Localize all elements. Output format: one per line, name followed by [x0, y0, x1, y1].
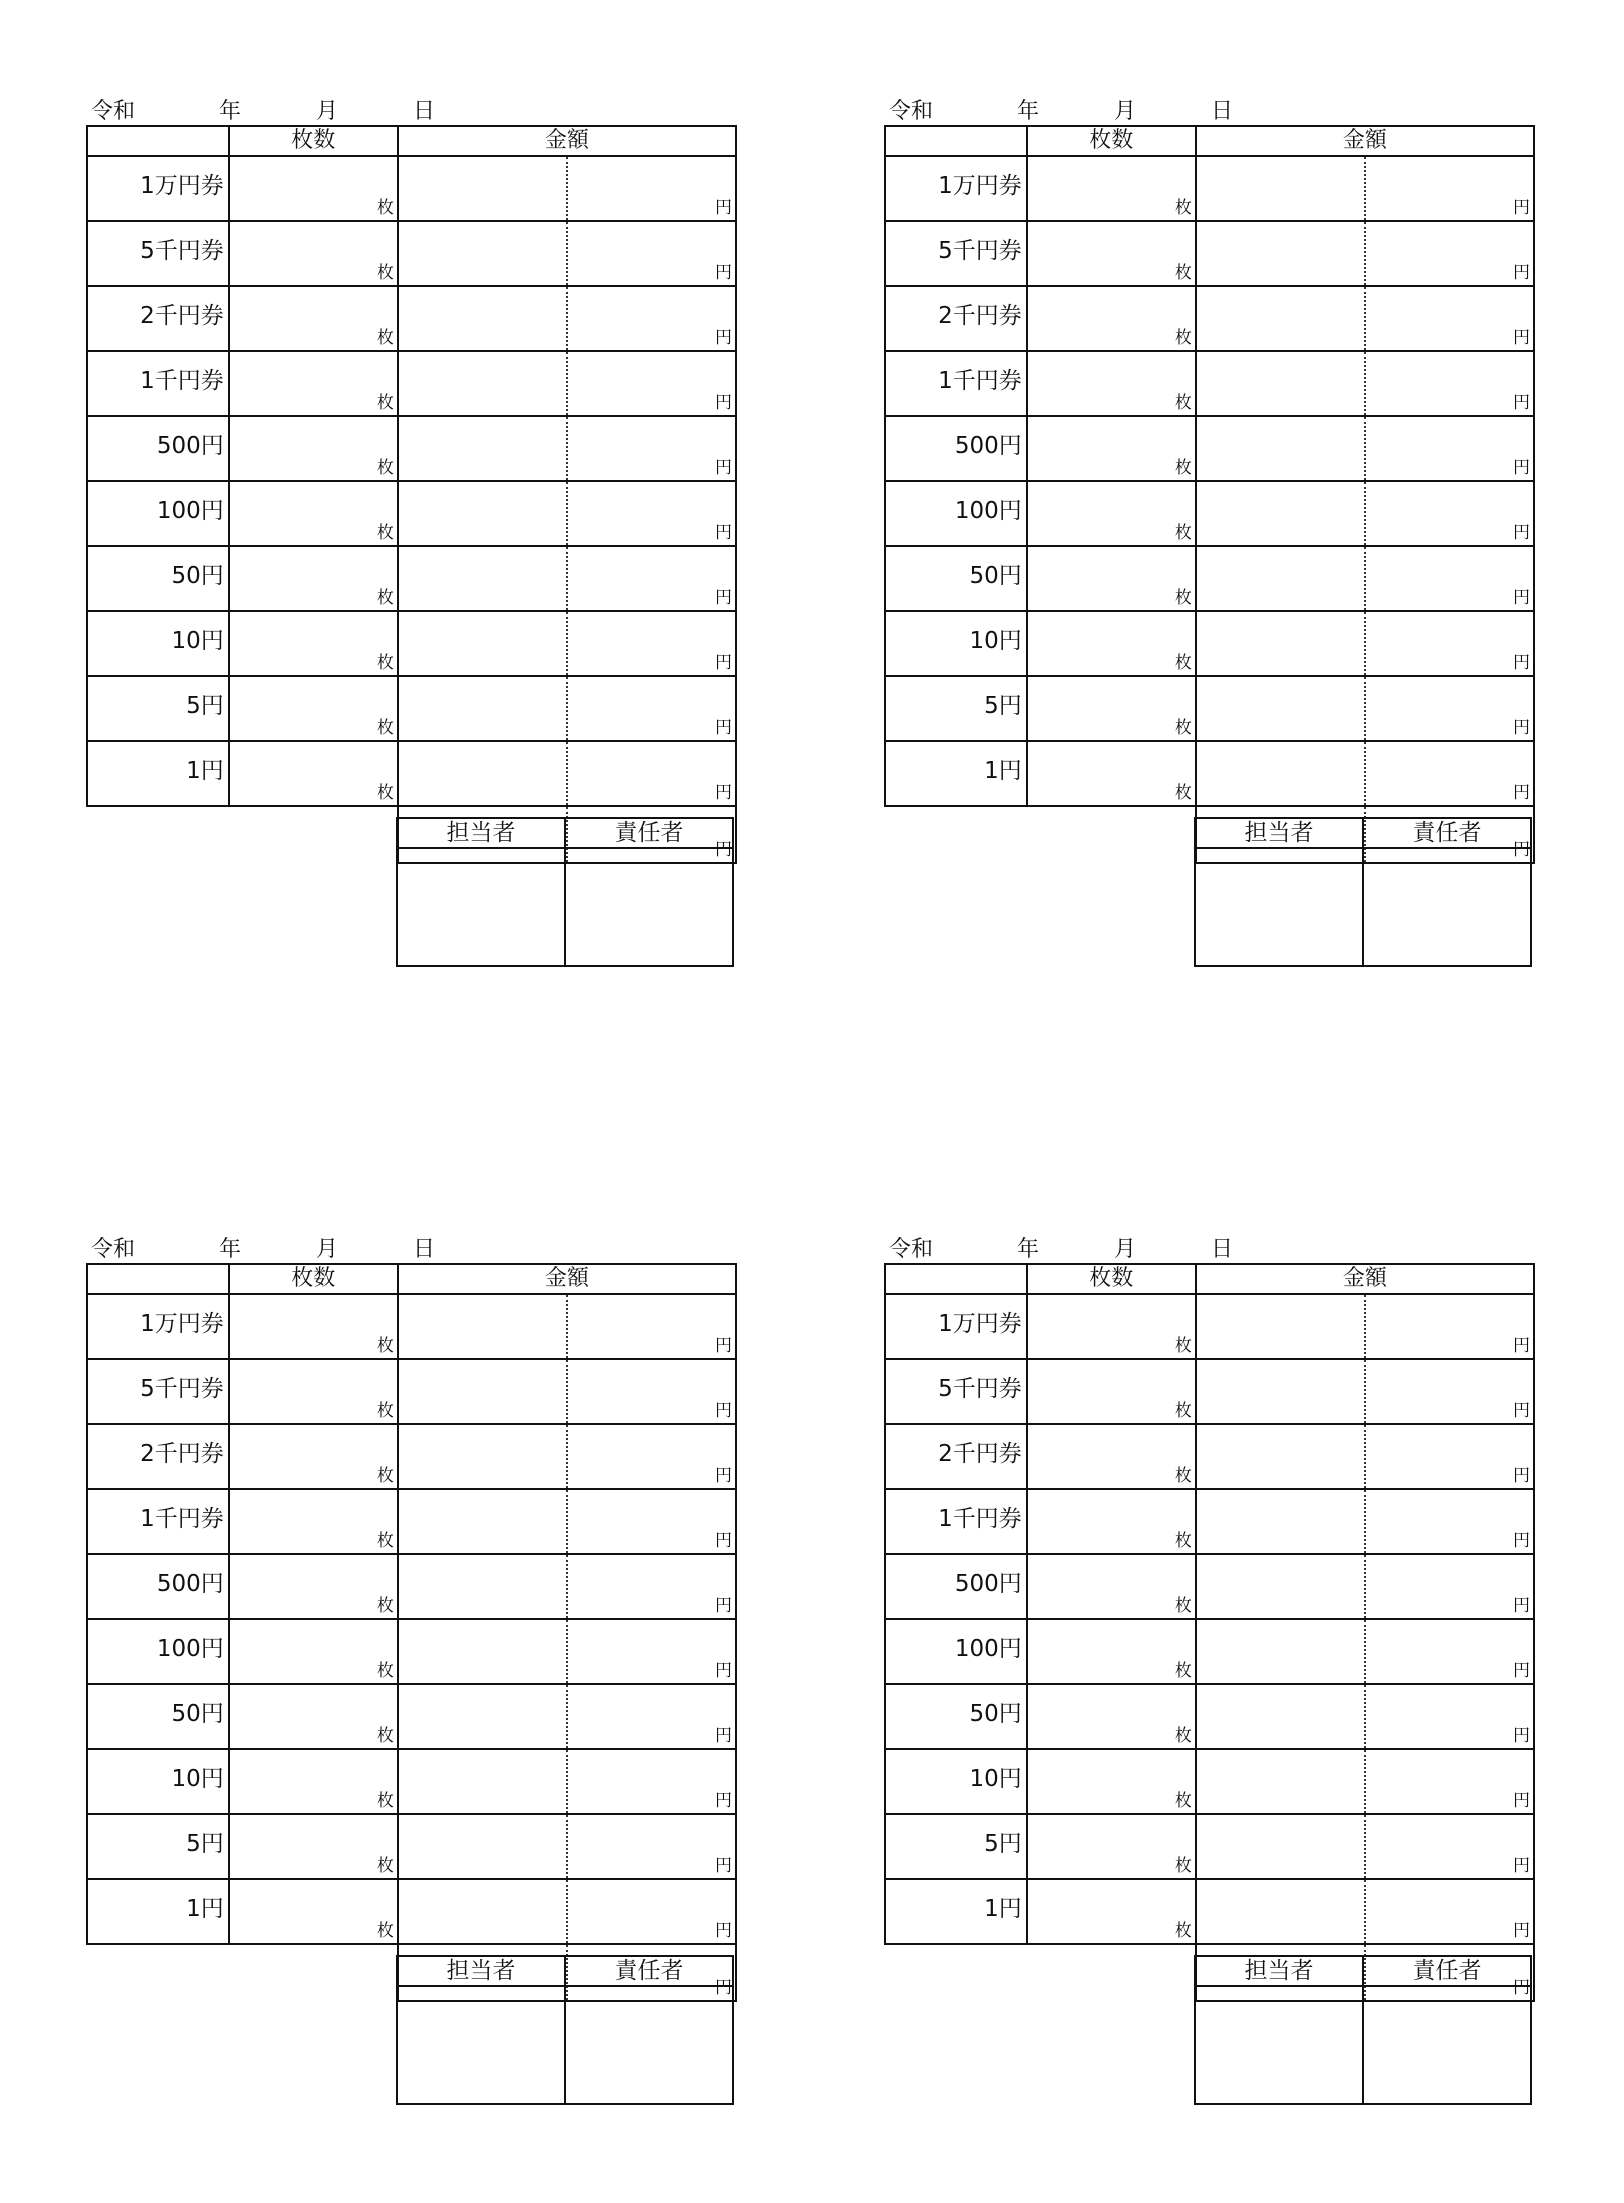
amount-cell-right[interactable]: 円	[567, 741, 736, 806]
amount-cell-right[interactable]: 円	[567, 416, 736, 481]
amount-cell-left[interactable]	[1196, 1359, 1365, 1424]
amount-cell-left[interactable]	[398, 351, 567, 416]
denomination-row	[87, 1294, 736, 1359]
amount-cell-left[interactable]	[398, 1424, 567, 1489]
denomination-row	[885, 1879, 1534, 1944]
denomination-label: 1千円券	[87, 351, 229, 416]
count-cell[interactable]: 枚	[229, 416, 398, 481]
denomination-label: 5千円券	[87, 221, 229, 286]
staff-label: 担当者	[1195, 818, 1363, 848]
denomination-row	[885, 676, 1534, 741]
denomination-row	[885, 1749, 1534, 1814]
count-cell[interactable]: 枚	[229, 1359, 398, 1424]
denomination-label: 2千円券	[87, 1424, 229, 1489]
denomination-row	[885, 1554, 1534, 1619]
manager-label: 責任者	[565, 818, 733, 848]
denomination-row	[87, 1554, 736, 1619]
amount-cell-left[interactable]	[1196, 286, 1365, 351]
denomination-row	[87, 546, 736, 611]
count-cell[interactable]: 枚	[229, 1294, 398, 1359]
amount-cell-left[interactable]	[398, 546, 567, 611]
total-amount-right[interactable]: 円	[567, 806, 736, 863]
amount-cell-right[interactable]: 円	[567, 286, 736, 351]
amount-cell-right[interactable]: 円	[1365, 611, 1534, 676]
amount-cell-left[interactable]	[1196, 1294, 1365, 1359]
total-blank	[885, 1944, 1027, 2001]
denomination-row	[885, 1424, 1534, 1489]
denomination-label: 2千円券	[87, 286, 229, 351]
denomination-label: 50円	[87, 1684, 229, 1749]
amount-cell-right[interactable]: 円	[567, 676, 736, 741]
denomination-row	[87, 481, 736, 546]
count-cell[interactable]: 枚	[229, 1814, 398, 1879]
amount-cell-left[interactable]	[1196, 1489, 1365, 1554]
denomination-row	[885, 1814, 1534, 1879]
amount-cell-right[interactable]: 円	[567, 1879, 736, 1944]
year-label: 年	[1017, 1237, 1040, 1262]
denomination-label: 500円	[885, 1554, 1027, 1619]
count-cell[interactable]: 枚	[229, 1489, 398, 1554]
denomination-row	[87, 1684, 736, 1749]
denomination-row	[885, 741, 1534, 806]
count-cell[interactable]: 枚	[229, 286, 398, 351]
manager-stamp-box[interactable]	[565, 848, 733, 966]
month-label: 月	[316, 1237, 339, 1262]
denomination-label: 1千円券	[87, 1489, 229, 1554]
denomination-row	[87, 741, 736, 806]
manager-label: 責任者	[565, 1956, 733, 1986]
denomination-label: 10円	[885, 611, 1027, 676]
header-row	[87, 1264, 736, 1294]
amount-cell-left[interactable]	[398, 1879, 567, 1944]
count-cell[interactable]: 枚	[229, 351, 398, 416]
amount-cell-right[interactable]: 円	[1365, 416, 1534, 481]
denomination-row	[87, 1619, 736, 1684]
amount-cell-right[interactable]: 円	[1365, 1359, 1534, 1424]
denomination-label: 1円	[885, 1879, 1027, 1944]
cash-table	[86, 125, 737, 864]
amount-cell-right[interactable]: 円	[1365, 156, 1534, 221]
count-cell[interactable]: 枚	[1027, 1489, 1196, 1554]
amount-cell-left[interactable]	[398, 221, 567, 286]
denomination-label: 1円	[87, 1879, 229, 1944]
header-row	[87, 126, 736, 156]
denomination-label: 100円	[885, 481, 1027, 546]
header-blank	[885, 126, 1027, 156]
denomination-row	[87, 676, 736, 741]
denomination-label: 10円	[87, 611, 229, 676]
staff-label: 担当者	[397, 818, 565, 848]
amount-cell-right[interactable]: 円	[567, 156, 736, 221]
staff-stamp-box[interactable]	[397, 1986, 565, 2104]
amount-cell-right[interactable]: 円	[1365, 676, 1534, 741]
count-cell[interactable]: 枚	[1027, 676, 1196, 741]
manager-label: 責任者	[1363, 1956, 1531, 1986]
count-cell[interactable]: 枚	[229, 1424, 398, 1489]
amount-cell-right[interactable]: 円	[1365, 741, 1534, 806]
header-count: 枚数	[1027, 126, 1196, 156]
amount-cell-left[interactable]	[1196, 1684, 1365, 1749]
era-label: 令和	[91, 1237, 136, 1262]
date-line	[889, 1236, 1289, 1264]
count-cell[interactable]: 枚	[1027, 1879, 1196, 1944]
denomination-label: 5円	[885, 1814, 1027, 1879]
amount-cell-right[interactable]: 円	[567, 1554, 736, 1619]
denomination-row	[87, 1489, 736, 1554]
denomination-label: 50円	[885, 1684, 1027, 1749]
denomination-row	[87, 1879, 736, 1944]
amount-cell-right[interactable]: 円	[1365, 1489, 1534, 1554]
count-cell[interactable]: 枚	[1027, 1619, 1196, 1684]
header-amount: 金額	[398, 1264, 736, 1294]
denomination-row	[885, 221, 1534, 286]
count-cell[interactable]: 枚	[229, 611, 398, 676]
amount-cell-right[interactable]: 円	[567, 546, 736, 611]
cash-table	[86, 1263, 737, 2002]
total-blank	[87, 1944, 229, 2001]
denomination-label: 5千円券	[87, 1359, 229, 1424]
header-row	[885, 126, 1534, 156]
count-cell[interactable]: 枚	[1027, 1359, 1196, 1424]
denomination-label: 1千円券	[885, 1489, 1027, 1554]
count-cell[interactable]: 枚	[229, 741, 398, 806]
denomination-row	[885, 1619, 1534, 1684]
era-label: 令和	[889, 99, 934, 124]
amount-cell-right[interactable]: 円	[1365, 546, 1534, 611]
count-cell[interactable]: 枚	[1027, 481, 1196, 546]
amount-cell-left[interactable]	[1196, 1879, 1365, 1944]
denomination-label: 500円	[885, 416, 1027, 481]
count-cell[interactable]: 枚	[229, 1749, 398, 1814]
denomination-row	[87, 611, 736, 676]
manager-stamp-box[interactable]	[1363, 848, 1531, 966]
amount-cell-left[interactable]	[1196, 1554, 1365, 1619]
day-label: 日	[1211, 1237, 1234, 1262]
denomination-label: 10円	[885, 1749, 1027, 1814]
denomination-row	[87, 286, 736, 351]
amount-cell-right[interactable]: 円	[1365, 1814, 1534, 1879]
manager-stamp-box[interactable]	[1363, 1986, 1531, 2104]
amount-cell-left[interactable]	[398, 1359, 567, 1424]
denomination-label: 5円	[87, 1814, 229, 1879]
cash-count-form	[86, 98, 736, 978]
total-blank	[1027, 806, 1196, 863]
denomination-label: 2千円券	[885, 1424, 1027, 1489]
year-label: 年	[1017, 99, 1040, 124]
signature-table	[1194, 817, 1532, 967]
cash-table	[884, 125, 1535, 864]
amount-cell-left[interactable]	[398, 156, 567, 221]
amount-cell-right[interactable]: 円	[1365, 1554, 1534, 1619]
amount-cell-left[interactable]	[398, 1814, 567, 1879]
count-cell[interactable]: 枚	[229, 676, 398, 741]
amount-cell-left[interactable]	[1196, 1619, 1365, 1684]
count-cell[interactable]: 枚	[1027, 286, 1196, 351]
amount-cell-left[interactable]	[398, 1684, 567, 1749]
amount-cell-right[interactable]: 円	[1365, 1294, 1534, 1359]
amount-cell-right[interactable]: 円	[567, 1359, 736, 1424]
count-cell[interactable]: 枚	[1027, 351, 1196, 416]
total-amount-right[interactable]: 円	[1365, 1944, 1534, 2001]
denomination-label: 1万円券	[885, 156, 1027, 221]
amount-cell-right[interactable]: 円	[1365, 1749, 1534, 1814]
amount-cell-left[interactable]	[1196, 611, 1365, 676]
amount-cell-right[interactable]: 円	[567, 221, 736, 286]
amount-cell-left[interactable]	[1196, 416, 1365, 481]
count-cell[interactable]: 枚	[1027, 1554, 1196, 1619]
denomination-label: 10円	[87, 1749, 229, 1814]
denomination-label: 5円	[885, 676, 1027, 741]
denomination-label: 1万円券	[87, 156, 229, 221]
year-label: 年	[219, 1237, 242, 1262]
total-amount-right[interactable]: 円	[567, 1944, 736, 2001]
count-cell[interactable]: 枚	[1027, 611, 1196, 676]
header-amount: 金額	[1196, 126, 1534, 156]
cash-count-form	[884, 1236, 1534, 2116]
header-amount: 金額	[1196, 1264, 1534, 1294]
count-cell[interactable]: 枚	[229, 1619, 398, 1684]
date-line	[91, 1236, 491, 1264]
header-blank	[87, 1264, 229, 1294]
denomination-row	[885, 1359, 1534, 1424]
amount-cell-right[interactable]: 円	[1365, 481, 1534, 546]
denomination-label: 2千円券	[885, 286, 1027, 351]
amount-cell-left[interactable]	[398, 286, 567, 351]
header-count: 枚数	[1027, 1264, 1196, 1294]
denomination-row	[885, 156, 1534, 221]
manager-label: 責任者	[1363, 818, 1531, 848]
header-count: 枚数	[229, 1264, 398, 1294]
denomination-row	[87, 221, 736, 286]
header-blank	[885, 1264, 1027, 1294]
amount-cell-right[interactable]: 円	[567, 481, 736, 546]
amount-cell-left[interactable]	[1196, 1814, 1365, 1879]
denomination-label: 5円	[87, 676, 229, 741]
amount-cell-right[interactable]: 円	[1365, 1879, 1534, 1944]
total-blank	[229, 806, 398, 863]
denomination-label: 100円	[885, 1619, 1027, 1684]
count-cell[interactable]: 枚	[229, 546, 398, 611]
month-label: 月	[1114, 1237, 1137, 1262]
amount-cell-right[interactable]: 円	[567, 1619, 736, 1684]
era-label: 令和	[91, 99, 136, 124]
denomination-label: 50円	[87, 546, 229, 611]
cash-table	[884, 1263, 1535, 2002]
cash-count-form	[86, 1236, 736, 2116]
denomination-label: 1円	[87, 741, 229, 806]
total-blank	[87, 806, 229, 863]
count-cell[interactable]: 枚	[229, 1879, 398, 1944]
denomination-row	[87, 416, 736, 481]
amount-cell-left[interactable]	[1196, 676, 1365, 741]
amount-cell-right[interactable]: 円	[567, 1489, 736, 1554]
amount-cell-right[interactable]: 円	[567, 1749, 736, 1814]
amount-cell-left[interactable]	[398, 1294, 567, 1359]
amount-cell-left[interactable]	[1196, 546, 1365, 611]
denomination-label: 1万円券	[87, 1294, 229, 1359]
count-cell[interactable]: 枚	[229, 156, 398, 221]
staff-stamp-box[interactable]	[397, 848, 565, 966]
denomination-label: 50円	[885, 546, 1027, 611]
count-cell[interactable]: 枚	[1027, 1749, 1196, 1814]
denomination-row	[885, 1489, 1534, 1554]
amount-cell-left[interactable]	[398, 611, 567, 676]
count-cell[interactable]: 枚	[1027, 546, 1196, 611]
amount-cell-left[interactable]	[398, 676, 567, 741]
denomination-row	[87, 1424, 736, 1489]
amount-cell-left[interactable]	[398, 416, 567, 481]
amount-cell-left[interactable]	[398, 1554, 567, 1619]
amount-cell-left[interactable]	[1196, 156, 1365, 221]
count-cell[interactable]: 枚	[229, 1554, 398, 1619]
denomination-row	[885, 546, 1534, 611]
denomination-row	[87, 156, 736, 221]
denomination-label: 1千円券	[885, 351, 1027, 416]
signature-table	[396, 1955, 734, 2105]
denomination-row	[885, 416, 1534, 481]
amount-cell-right[interactable]: 円	[1365, 1619, 1534, 1684]
header-blank	[87, 126, 229, 156]
amount-cell-right[interactable]: 円	[567, 1294, 736, 1359]
count-cell[interactable]: 枚	[1027, 1814, 1196, 1879]
day-label: 日	[413, 99, 436, 124]
count-cell[interactable]: 枚	[229, 221, 398, 286]
day-label: 日	[413, 1237, 436, 1262]
denomination-row	[885, 481, 1534, 546]
amount-cell-left[interactable]	[1196, 351, 1365, 416]
month-label: 月	[316, 99, 339, 124]
staff-label: 担当者	[397, 1956, 565, 1986]
day-label: 日	[1211, 99, 1234, 124]
month-label: 月	[1114, 99, 1137, 124]
denomination-row	[885, 1294, 1534, 1359]
count-cell[interactable]: 枚	[1027, 1424, 1196, 1489]
era-label: 令和	[889, 1237, 934, 1262]
denomination-label: 1円	[885, 741, 1027, 806]
denomination-label: 500円	[87, 1554, 229, 1619]
amount-cell-left[interactable]	[398, 1619, 567, 1684]
denomination-label: 100円	[87, 1619, 229, 1684]
signature-table	[1194, 1955, 1532, 2105]
total-blank	[885, 806, 1027, 863]
amount-cell-right[interactable]: 円	[1365, 351, 1534, 416]
date-line	[91, 98, 491, 126]
amount-cell-right[interactable]: 円	[567, 1424, 736, 1489]
header-count: 枚数	[229, 126, 398, 156]
amount-cell-right[interactable]: 円	[567, 1684, 736, 1749]
staff-stamp-box[interactable]	[1195, 1986, 1363, 2104]
cash-count-form	[884, 98, 1534, 978]
amount-cell-left[interactable]	[1196, 481, 1365, 546]
date-line	[889, 98, 1289, 126]
total-blank	[1027, 1944, 1196, 2001]
staff-label: 担当者	[1195, 1956, 1363, 1986]
count-cell[interactable]: 枚	[229, 1684, 398, 1749]
amount-cell-left[interactable]	[398, 1489, 567, 1554]
denomination-row	[87, 1814, 736, 1879]
header-row	[885, 1264, 1534, 1294]
count-cell[interactable]: 枚	[1027, 156, 1196, 221]
denomination-label: 5千円券	[885, 221, 1027, 286]
denomination-row	[885, 351, 1534, 416]
amount-cell-left[interactable]	[398, 741, 567, 806]
signature-table	[396, 817, 734, 967]
amount-cell-right[interactable]: 円	[1365, 221, 1534, 286]
denomination-row	[87, 1359, 736, 1424]
amount-cell-left[interactable]	[1196, 1424, 1365, 1489]
manager-stamp-box[interactable]	[565, 1986, 733, 2104]
total-blank	[229, 1944, 398, 2001]
count-cell[interactable]: 枚	[1027, 1684, 1196, 1749]
amount-cell-left[interactable]	[1196, 741, 1365, 806]
header-amount: 金額	[398, 126, 736, 156]
count-cell[interactable]: 枚	[1027, 741, 1196, 806]
amount-cell-left[interactable]	[398, 1749, 567, 1814]
amount-cell-right[interactable]: 円	[567, 611, 736, 676]
denomination-row	[885, 1684, 1534, 1749]
denomination-row	[87, 351, 736, 416]
amount-cell-left[interactable]	[1196, 1749, 1365, 1814]
denomination-label: 5千円券	[885, 1359, 1027, 1424]
total-amount-right[interactable]: 円	[1365, 806, 1534, 863]
count-cell[interactable]: 枚	[1027, 416, 1196, 481]
amount-cell-right[interactable]: 円	[1365, 286, 1534, 351]
denomination-label: 500円	[87, 416, 229, 481]
count-cell[interactable]: 枚	[229, 481, 398, 546]
amount-cell-right[interactable]: 円	[1365, 1424, 1534, 1489]
year-label: 年	[219, 99, 242, 124]
amount-cell-right[interactable]: 円	[1365, 1684, 1534, 1749]
amount-cell-right[interactable]: 円	[567, 1814, 736, 1879]
amount-cell-left[interactable]	[398, 481, 567, 546]
denomination-row	[87, 1749, 736, 1814]
amount-cell-right[interactable]: 円	[567, 351, 736, 416]
denomination-label: 1万円券	[885, 1294, 1027, 1359]
count-cell[interactable]: 枚	[1027, 221, 1196, 286]
denomination-row	[885, 611, 1534, 676]
amount-cell-left[interactable]	[1196, 221, 1365, 286]
denomination-row	[885, 286, 1534, 351]
staff-stamp-box[interactable]	[1195, 848, 1363, 966]
denomination-label: 100円	[87, 481, 229, 546]
count-cell[interactable]: 枚	[1027, 1294, 1196, 1359]
